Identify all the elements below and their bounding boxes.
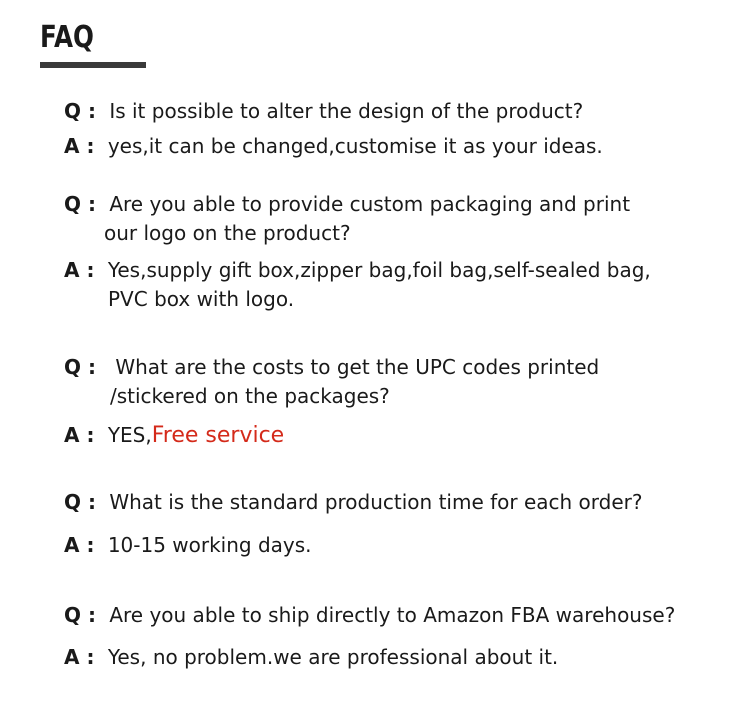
free-service-highlight: Free service	[151, 423, 285, 448]
page-title: FAQ	[40, 20, 94, 55]
answer-line	[64, 256, 734, 285]
question-line	[64, 97, 734, 126]
question-line	[64, 190, 734, 219]
question-line	[64, 488, 734, 517]
question-text: Is it possible to alter the design of the product?	[109, 99, 584, 123]
answer-marker: A :	[64, 134, 95, 158]
answer-prefix: YES,	[107, 423, 152, 447]
question-marker: Q :	[64, 603, 96, 627]
answer-line	[64, 643, 734, 672]
question-line	[64, 353, 734, 382]
question-marker: Q :	[64, 99, 96, 123]
faq-item-4	[64, 488, 734, 560]
question-marker: Q :	[64, 192, 96, 216]
answer-line	[64, 132, 734, 161]
title-underline	[40, 62, 146, 68]
question-text-continued: /stickered on the packages?	[110, 384, 390, 408]
answer-text: yes,it can be changed,customise it as your ideas.	[107, 134, 603, 158]
question-text: What is the standard production time for each order?	[109, 490, 643, 514]
answer-line	[64, 421, 734, 450]
faq-item-2	[64, 190, 734, 314]
answer-marker: A :	[64, 258, 95, 282]
answer-line	[64, 531, 734, 560]
answer-text: Yes, no problem.we are professional about it.	[107, 645, 559, 669]
question-text: Are you able to ship directly to Amazon FBA warehouse?	[109, 603, 676, 627]
question-text: Are you able to provide custom packaging and print	[109, 192, 631, 216]
answer-text-continued: PVC box with logo.	[108, 287, 295, 311]
faq-item-5	[64, 601, 734, 672]
question-marker: Q :	[64, 490, 96, 514]
question-text: What are the costs to get the UPC codes printed	[115, 355, 600, 379]
answer-marker: A :	[64, 533, 95, 557]
faq-item-3	[64, 353, 734, 450]
answer-marker: A :	[64, 645, 95, 669]
faq-item-1	[64, 97, 734, 161]
question-text-continued: our logo on the product?	[104, 221, 351, 245]
answer-text: Yes,supply gift box,zipper bag,foil bag,self-sealed bag,	[107, 258, 651, 282]
question-marker: Q :	[64, 355, 96, 379]
question-line	[64, 601, 734, 630]
answer-text: 10-15 working days.	[107, 533, 312, 557]
answer-marker: A :	[64, 423, 95, 447]
